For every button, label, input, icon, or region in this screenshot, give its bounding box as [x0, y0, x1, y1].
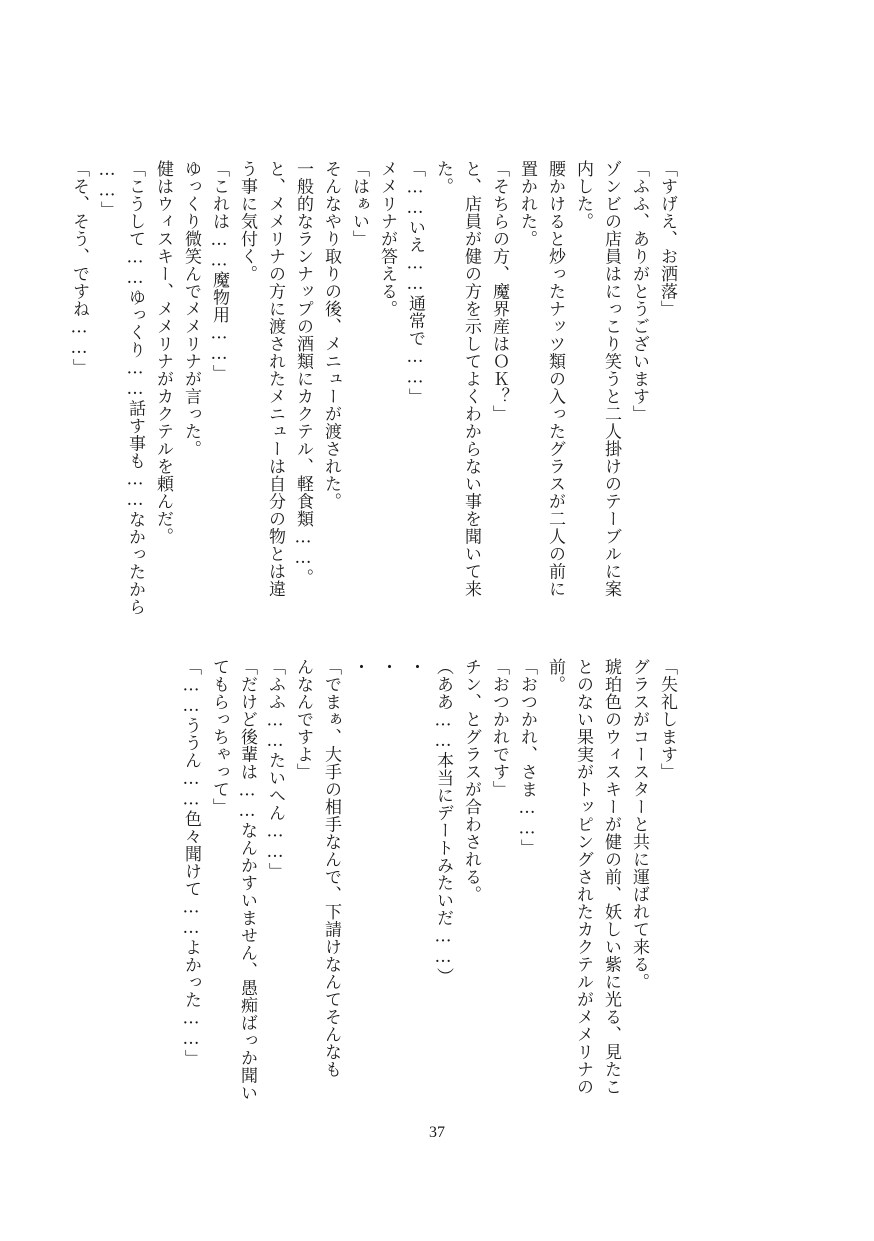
text-line: 「ふふ……たいへん……」 [265, 658, 285, 880]
text-line: 「そ、そう、ですね……」 [69, 160, 89, 376]
text-line: グラスがコースターと共に運ばれて来る。 [629, 658, 649, 991]
text-line: チン、とグラスが合わされる。 [461, 658, 481, 903]
text-line: 「おつかれです」 [489, 658, 509, 798]
scene-break-dot: ・ [377, 658, 397, 676]
text-line: た。 [433, 160, 453, 195]
text-line: ゾンビの店員はにっこり笑うと二人掛けのテーブルに案 [601, 160, 621, 598]
text-line: う事に気付く。 [237, 160, 257, 283]
text-line: 「おつかれ、さま……」 [517, 658, 537, 857]
scene-break-dot: ・ [405, 658, 425, 676]
text-line: と、メメリナの方に渡されたメニューは自分の物とは違 [265, 160, 285, 598]
text-line: 「だけど後輩は……なんかすいません、愚痴ばっか聞い [237, 658, 257, 1102]
text-line: メメリナが答える。 [377, 160, 397, 318]
text-line: 腰かけると炒ったナッツ類の入ったグラスが二人の前に [545, 160, 565, 598]
page-number: 37 [429, 1124, 445, 1141]
text-line: 「……いえ……通常で……」 [405, 160, 425, 406]
text-line: 「ふふ、ありがとうございます」 [629, 160, 649, 423]
text-line: そんなやり取りの後、メニューが渡された。 [321, 160, 341, 510]
text-line: 一般的なランナップの酒類にカクテル、軽食類……。 [293, 160, 313, 586]
text-line: 琥珀色のウィスキーが健の前、妖しい紫に光る、見たこ [601, 658, 621, 1096]
text-line: 「でまぁ、大手の相手なんで、下請けなんてそんなも [321, 658, 341, 1078]
text-line: 「そちらの方、魔界産はＯＫ？」 [489, 160, 509, 423]
text-line: んなんですよ」 [293, 658, 313, 781]
text-line: 置かれた。 [517, 160, 537, 248]
text-line: （ああ……本当にデートみたいだ……） [433, 658, 453, 985]
text-line: 「これは……魔物用……」 [209, 160, 229, 382]
scene-break-dot: ・ [349, 658, 369, 676]
text-line: 健はウィスキー、メメリナがカクテルを頼んだ。 [153, 160, 173, 545]
top-text-block [69, 160, 681, 620]
text-line: 「……ううん……色々聞けて……よかった……」 [181, 658, 201, 1067]
text-line: と、店員が健の方を示してよくわからない事を聞いて来 [461, 160, 481, 598]
text-line: 「すげえ、お洒落」 [657, 160, 677, 318]
text-line: 「失礼します」 [657, 658, 677, 781]
text-line: ゆっくり微笑んでメメリナが言った。 [181, 160, 201, 458]
text-line: てもらっちゃって」 [209, 658, 229, 816]
text-line: 「はぁい」 [349, 160, 369, 248]
text-line: 「こうして……ゆっくり……話す事も……なかったから [125, 160, 145, 616]
text-line: 内した。 [573, 160, 593, 230]
text-line: とのない果実がトッピングされたカクテルがメメリナの [573, 658, 593, 1096]
text-line: 前。 [545, 658, 565, 693]
bottom-text-block [121, 658, 681, 1102]
text-line: ……」 [97, 160, 117, 219]
